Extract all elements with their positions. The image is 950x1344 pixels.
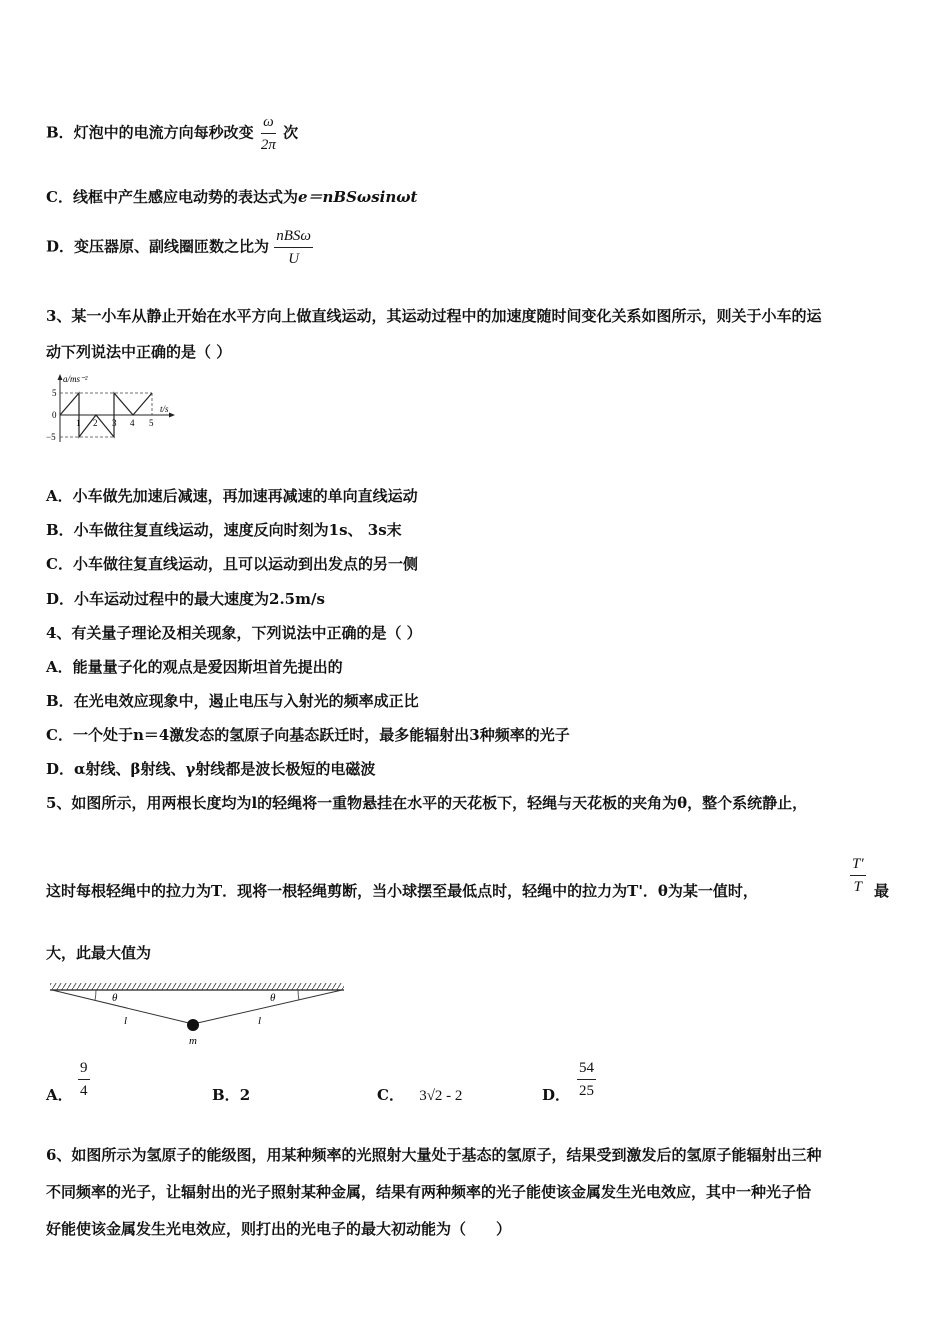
fraction-denominator: U — [288, 251, 300, 267]
rope-label-left: l — [124, 1015, 128, 1027]
q5-stem-line3: 大，此最大值为 — [46, 944, 152, 962]
graph-x-tick: 3 — [112, 418, 117, 428]
graph-y-label: a/ms⁻² — [63, 374, 88, 384]
q5-pendulum-figure — [48, 980, 348, 1046]
q2-option-b-text: B．灯泡中的电流方向每秒改变 — [46, 123, 254, 142]
fraction-denominator: 2π — [260, 137, 276, 153]
q3-option-d: D．小车运动过程中的最大速度为2.5m/s — [46, 590, 325, 608]
fraction-denominator: T — [853, 879, 862, 895]
hanging-mass — [187, 1019, 199, 1031]
q5-stem-line2: 这时每根轻绳中的拉力为T．现将一根轻绳剪断，当小球摆至最低点时，轻绳中的拉力为T'．θ为某一值时， — [46, 882, 758, 900]
q5-option-b-label: B． — [212, 1086, 240, 1104]
graph-x-tick: 2 — [93, 418, 98, 428]
q3-stem-line1: 3、某一小车从静止开始在水平方向上做直线运动，其运动过程中的加速度随时间变化关系如图所示，则关于小车的运 — [46, 307, 822, 325]
q2-option-d-text: D．变压器原、副线圈匝数之比为 — [46, 237, 270, 256]
q2-option-b-suffix: 次 — [283, 123, 299, 142]
q5-option-c-label: C． — [377, 1086, 404, 1104]
q5-option-b — [212, 1084, 250, 1105]
q2-option-d — [46, 226, 313, 269]
q5-option-c — [377, 1084, 462, 1105]
q5-option-a-fraction — [78, 1058, 90, 1101]
q4-option-a: A．能量量子化的观点是爱因斯坦首先提出的 — [46, 658, 343, 676]
q6-stem-line2: 不同频率的光子，让辐射出的光子照射某种金属，结果有两种频率的光子能使该金属发生光电效应，其中一种光子恰 — [46, 1183, 812, 1201]
q5-option-d-fraction — [577, 1058, 596, 1101]
q3-option-b: B．小车做往复直线运动，速度反向时刻为1s、 3s末 — [46, 521, 402, 539]
q5-ratio-fraction — [850, 854, 866, 897]
angle-label-right: θ — [270, 992, 276, 1004]
graph-y-tick: −5 — [46, 432, 56, 442]
rope-label-right: l — [258, 1015, 262, 1027]
q2-option-b-fraction — [259, 112, 278, 155]
fraction-denominator: 25 — [579, 1083, 594, 1099]
fraction-numerator: nBSω — [274, 226, 313, 248]
q6-stem-line1: 6、如图所示为氢原子的能级图，用某种频率的光照射大量处于基态的氢原子，结果受到激发后的氢原子能辐射出三种 — [46, 1146, 822, 1164]
q2-option-c-formula: e＝nBSωsinωt — [297, 188, 418, 206]
fraction-numerator: T′ — [850, 854, 866, 876]
q2-option-c-text: C．线框中产生感应电动势的表达式为 — [46, 188, 298, 206]
q5-option-b-value: 2 — [239, 1086, 251, 1104]
q3-option-a: A．小车做先加速后减速，再加速再减速的单向直线运动 — [46, 487, 418, 505]
q2-option-b — [46, 112, 298, 155]
q4-option-d: D．α射线、β射线、γ射线都是波长极短的电磁波 — [46, 760, 376, 778]
fraction-denominator: 4 — [80, 1083, 88, 1099]
q5-stem-line2-suffix: 最 — [874, 882, 890, 900]
fraction-numerator: 54 — [577, 1058, 596, 1080]
right-rope — [193, 990, 342, 1024]
fraction-numerator: 9 — [78, 1058, 90, 1080]
left-rope — [52, 990, 193, 1024]
graph-x-tick: 4 — [130, 418, 135, 428]
q3-option-c: C．小车做往复直线运动，且可以运动到出发点的另一侧 — [46, 555, 418, 573]
graph-x-label: t/s — [160, 404, 169, 414]
q2-option-c — [46, 186, 417, 207]
graph-x-tick: 5 — [149, 418, 154, 428]
q6-stem-line3: 好能使该金属发生光电效应，则打出的光电子的最大初动能为（ ） — [46, 1220, 512, 1238]
q4-stem: 4、有关量子理论及相关现象，下列说法中正确的是（ ） — [46, 624, 422, 642]
graph-y-tick: 5 — [52, 388, 57, 398]
q4-option-c: C．一个处于n＝4激发态的氢原子向基态跃迁时，最多能辐射出3种频率的光子 — [46, 726, 570, 744]
q4-option-b: B．在光电效应现象中，遏止电压与入射光的频率成正比 — [46, 692, 419, 710]
angle-label-left: θ — [112, 992, 118, 1004]
q3-stem-line2: 动下列说法中正确的是（ ） — [46, 343, 232, 361]
graph-y-tick: 0 — [52, 410, 57, 420]
fraction-numerator: ω — [261, 112, 276, 134]
q5-option-a-label: A． — [46, 1086, 73, 1104]
ceiling-hatch — [50, 983, 344, 990]
q2-option-d-fraction — [274, 226, 313, 269]
q5-option-c-value: 3√2 - 2 — [419, 1088, 463, 1104]
mass-label: m — [189, 1035, 197, 1046]
graph-x-tick: 1 — [76, 418, 81, 428]
q5-option-d-label: D． — [542, 1086, 571, 1104]
q5-stem-line1: 5、如图所示，用两根长度均为l的轻绳将一重物悬挂在水平的天花板下，轻绳与天花板的夹角为θ，整个系统静止， — [46, 794, 808, 812]
q3-acceleration-graph — [44, 372, 184, 448]
